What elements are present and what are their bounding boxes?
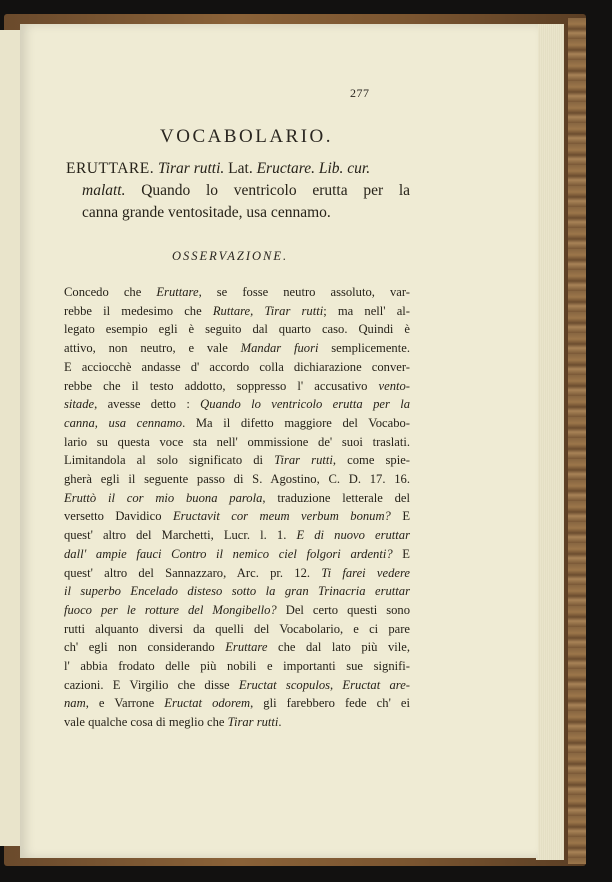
text-line: [64, 657, 410, 676]
text-segment: Concedo che: [64, 285, 157, 299]
italic-quote: dall' ampie fauci Contro il nemico ciel folgori ardenti?: [64, 546, 393, 561]
text-segment: quest' altro del Marchetti, Lucr. l. 1.: [64, 528, 297, 543]
italic-quote: fuoco per le rotture del Mongibello?: [64, 602, 277, 617]
text-segment: E acciocchè andasse d' accordo colla dichiarazione conver-: [64, 359, 410, 374]
text-line: [64, 320, 410, 339]
text-line: [64, 620, 410, 639]
text-segment: che dal lato più vile,: [267, 640, 410, 655]
marbled-edge: [568, 18, 586, 864]
entry-quote-1: Quando lo ventricolo erutta per la: [141, 182, 411, 199]
text-line: [64, 339, 410, 358]
text-line: [64, 470, 410, 489]
text-line: [64, 451, 410, 470]
text-segment: gherà egli il seguente passo di S. Agostino, C. D. 17. 16.: [64, 472, 410, 487]
italic-quote: E di nuovo eruttar: [296, 528, 411, 543]
page-edges: [536, 24, 564, 860]
text-line: [64, 358, 410, 377]
text-segment: quest' altro del Sannazzaro, Arc. pr. 12.: [64, 565, 322, 580]
text-segment: , gli farebbero fede ch' ei: [250, 696, 410, 711]
page-number: 277: [350, 86, 370, 100]
entry-line-3: [66, 202, 410, 224]
text-segment: cazioni. E Virgilio che disse: [64, 677, 239, 692]
observation-body: [64, 283, 410, 732]
italic-quote: Eructat scopulos, Eructat are-: [238, 677, 410, 692]
text-line: [64, 601, 410, 620]
entry-definition: Tirar rutti.: [157, 160, 225, 177]
text-line: [64, 638, 410, 657]
entry-line-1: [66, 158, 410, 180]
text-line: [64, 433, 410, 452]
italic-quote: canna, usa cennamo: [64, 415, 183, 430]
text-segment: legato esempio egli è seguito dal quarto caso. Quindi è: [64, 322, 410, 337]
text-segment: attivo, non neutro, e vale: [64, 341, 241, 356]
entry-latin-word: Eructare.: [256, 160, 315, 177]
text-line: [64, 676, 410, 695]
text-segment: , e Varrone: [85, 696, 165, 711]
entry-line-2: [66, 180, 410, 202]
text-line: [64, 694, 410, 713]
entry-quote-2: canna grande ventositade, usa cennamo.: [82, 204, 331, 221]
entry-source-cont: malatt.: [82, 182, 126, 199]
italic-quote: Tirar rutti: [274, 453, 333, 468]
text-segment: ch' egli non considerando: [64, 640, 226, 655]
text-segment: semplicemente.: [318, 341, 410, 356]
text-segment: rebbe che il testo addotto, soppresso l' accusativo: [64, 378, 379, 393]
text-segment: ; ma nell' al-: [323, 303, 410, 318]
text-segment: . Ma il difetto maggiore del Vocabo-: [182, 415, 410, 430]
facing-page-edge: [0, 30, 21, 846]
text-segment: E: [390, 509, 411, 524]
text-line: [64, 526, 410, 545]
text-line: [64, 377, 410, 396]
entry-lat-label: Lat.: [228, 160, 253, 177]
italic-quote: Ruttare, Tirar rutti: [212, 303, 324, 318]
italic-quote: sitade: [64, 397, 95, 412]
text-segment: , se fosse neutro assoluto, var-: [198, 285, 410, 299]
text-segment: E: [392, 546, 410, 561]
italic-quote: Ti farei vedere: [321, 565, 410, 580]
text-segment: , avesse detto :: [94, 397, 201, 412]
dictionary-entry: [66, 158, 410, 224]
italic-quote: Quando lo ventricolo erutta per la: [200, 397, 410, 412]
entry-source: Lib. cur.: [318, 160, 371, 177]
italic-quote: Eructavit cor meum verbum bonum?: [172, 509, 391, 524]
italic-quote: Eruttare: [225, 640, 268, 655]
text-segment: , traduzione letterale del: [262, 490, 410, 505]
italic-quote: vento-: [378, 378, 410, 393]
text-line: [64, 582, 410, 601]
text-segment: , come spie-: [332, 453, 410, 468]
text-segment: vale qualche cosa di meglio che: [64, 715, 228, 730]
text-segment: lario su questa voce sta nell' ommissione de' suoi traslati.: [64, 434, 410, 449]
text-line: [64, 395, 410, 414]
text-line: [64, 564, 410, 583]
italic-quote: il superbo Encelado disteso sotto la gran Trinacria eruttar: [64, 584, 410, 599]
text-line: [64, 283, 410, 302]
text-segment: Del certo questi sono: [276, 602, 410, 617]
text-segment: l' abbia frodato delle più nobili e importanti sue signifi-: [64, 659, 410, 674]
text-segment: versetto Davidico: [64, 509, 173, 524]
observation-heading: OSSERVAZIONE.: [172, 249, 289, 263]
italic-quote: Eructat odorem: [164, 696, 251, 711]
italic-quote: Mandar fuori: [240, 341, 319, 356]
text-line: [64, 414, 410, 433]
text-segment: rebbe il medesimo che: [64, 303, 213, 318]
running-title: VOCABOLARIO.: [160, 126, 334, 147]
text-line: [64, 545, 410, 564]
italic-quote: Eruttò il cor mio buona parola: [64, 490, 263, 505]
text-line: [64, 507, 410, 526]
italic-quote: nam: [64, 696, 86, 711]
text-line: [64, 302, 410, 321]
text-line: [64, 713, 410, 732]
text-segment: .: [278, 715, 282, 730]
text-segment: rutti alquanto diversi da quelli del Vocabolario, e ci pare: [64, 621, 410, 636]
text-segment: Limitandola al solo significato di: [64, 453, 275, 468]
entry-headword: ERUTTARE.: [66, 160, 155, 177]
italic-quote: Tirar rutti: [227, 715, 279, 730]
italic-quote: Eruttare: [156, 285, 199, 299]
text-line: [64, 489, 410, 508]
